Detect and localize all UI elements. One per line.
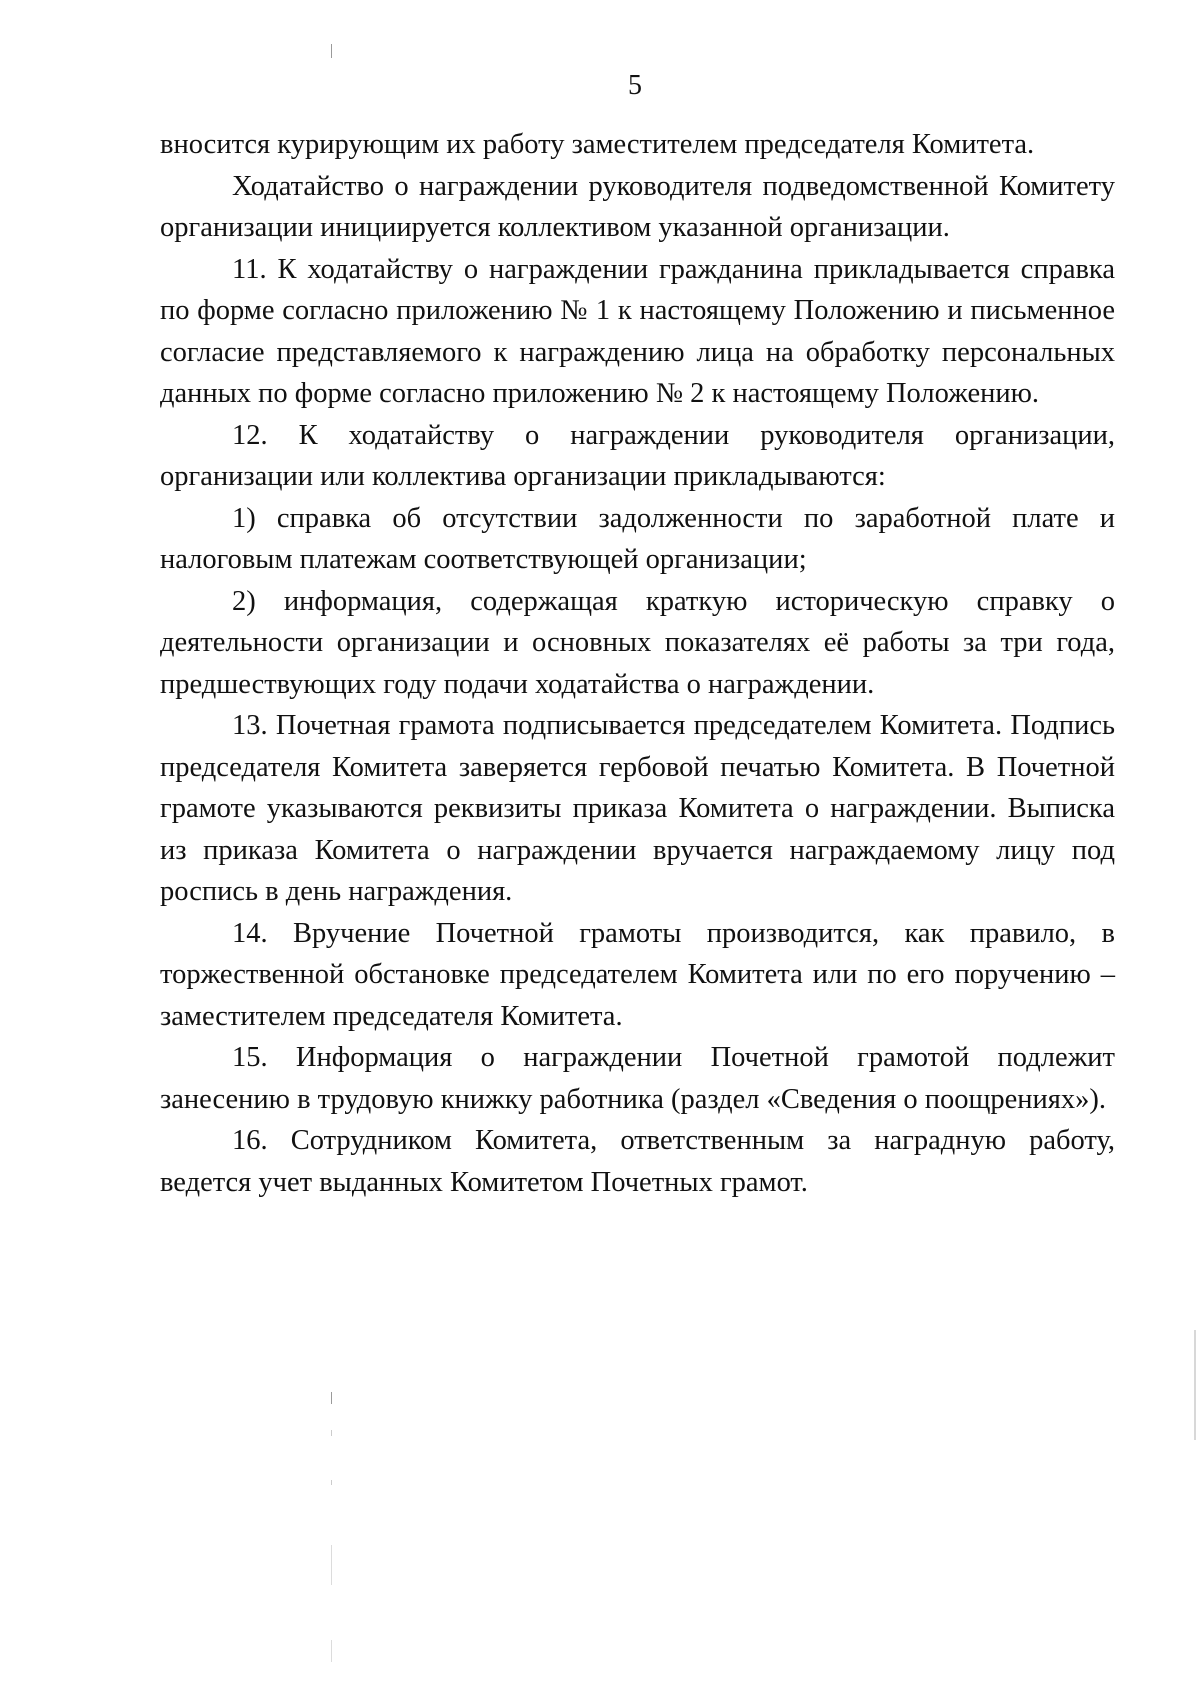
paragraph-petition-initiation: Ходатайство о награждении руководителя подведомственной Комитету организации инициируется коллективом указанной организации.	[160, 170, 1115, 243]
document-body	[160, 124, 1115, 1203]
scan-artifact	[331, 1545, 332, 1585]
paragraph-continuation: вносится курирующим их работу заместителем председателя Комитета.	[160, 129, 1035, 160]
scan-artifact	[331, 1480, 332, 1485]
paragraph-item-13: 13. Почетная грамота подписывается председателем Комитета. Подпись председателя Комитета заверяется гербовой печатью Комитета. В Почетной грамоте указываются реквизиты приказа Комитета о награждении. Выписка из приказа Комитета о награждении вручается награждаемому лицу под роспись в день награждения.	[160, 710, 1115, 907]
paragraph-item-15: 15. Информация о награждении Почетной грамотой подлежит занесению в трудовую книжку работника (раздел «Сведения о поощрениях»).	[160, 1042, 1115, 1115]
paragraph-item-12-1: 1) справка об отсутствии задолженности по заработной плате и налоговым платежам соответствующей организации;	[160, 502, 1115, 575]
paragraph-item-12-2: 2) информация, содержащая краткую историческую справку о деятельности организации и основных показателях её работы за три года, предшествующих году подачи ходатайства о награждении.	[160, 585, 1115, 700]
paragraph-item-11: 11. К ходатайству о награждении гражданина прикладывается справка по форме согласно приложению № 1 к настоящему Положению и письменное согласие представляемого к награждению лица на обработку персональных данных по форме согласно приложению № 2 к настоящему Положению.	[160, 253, 1115, 409]
scan-artifact	[331, 44, 332, 58]
page-number: 5	[628, 70, 642, 101]
scan-edge-artifact	[1194, 1330, 1196, 1440]
paragraph-item-12: 12. К ходатайству о награждении руководителя организации, организации или коллектива организации прикладываются:	[160, 419, 1115, 492]
scan-artifact	[331, 1640, 332, 1662]
scan-artifact	[331, 1430, 332, 1436]
scan-artifact	[331, 1392, 332, 1404]
paragraph-item-16: 16. Сотрудником Комитета, ответственным за наградную работу, ведется учет выданных Комитетом Почетных грамот.	[160, 1125, 1115, 1198]
paragraph-item-14: 14. Вручение Почетной грамоты производится, как правило, в торжественной обстановке председателем Комитета или по его поручению – заместителем председателя Комитета.	[160, 917, 1115, 1032]
